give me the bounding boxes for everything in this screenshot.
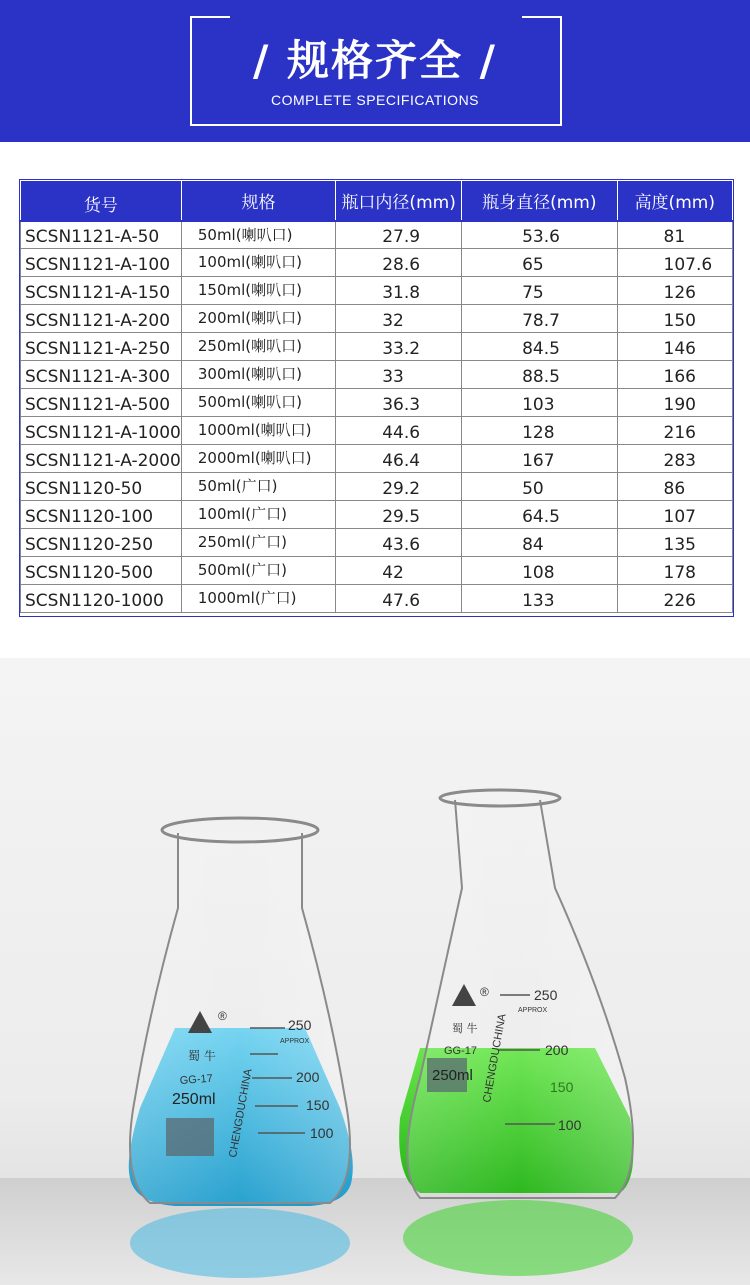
- cell-body-diameter: 84: [462, 529, 617, 557]
- table-header-row: [21, 181, 733, 221]
- header-banner: [0, 0, 750, 142]
- cell-mouth-diameter: 32: [336, 305, 462, 333]
- cell-item-no: SCSN1121-A-300: [21, 361, 182, 389]
- cell-spec: 1000ml(喇叭口): [181, 417, 335, 445]
- cell-height: 226: [617, 585, 732, 613]
- cell-height: 178: [617, 557, 732, 585]
- table-row: [21, 361, 733, 389]
- flask-left-mark-250: 250: [288, 1017, 312, 1033]
- blue-reflection: [130, 1208, 350, 1278]
- table-row: [21, 501, 733, 529]
- table-row: [21, 557, 733, 585]
- cell-mouth-diameter: 46.4: [336, 445, 462, 473]
- table-row: [21, 445, 733, 473]
- flask-right-glass-type: GG-17: [444, 1045, 478, 1057]
- banner-title: / 规格齐全 /: [253, 36, 497, 85]
- table-row: [21, 277, 733, 305]
- cell-body-diameter: 65: [462, 249, 617, 277]
- header-height: 高度(mm): [617, 181, 732, 221]
- flask-right-body: [408, 800, 634, 1198]
- cell-item-no: SCSN1120-50: [21, 473, 182, 501]
- table-row: [21, 585, 733, 613]
- cell-item-no: SCSN1121-A-150: [21, 277, 182, 305]
- flask-left-brand-en: CHENGDUCHINA: [227, 1067, 255, 1159]
- flask-left-capacity: 250ml: [172, 1091, 216, 1108]
- cell-item-no: SCSN1120-1000: [21, 585, 182, 613]
- table-row: [21, 473, 733, 501]
- cell-mouth-diameter: 33.2: [336, 333, 462, 361]
- cell-body-diameter: 133: [462, 585, 617, 613]
- cell-mouth-diameter: 31.8: [336, 277, 462, 305]
- cell-spec: 50ml(喇叭口): [181, 221, 335, 249]
- table-row: [21, 529, 733, 557]
- cell-body-diameter: 78.7: [462, 305, 617, 333]
- cell-mouth-diameter: 42: [336, 557, 462, 585]
- flask-right-mark-200: 200: [545, 1042, 569, 1058]
- cell-mouth-diameter: 29.2: [336, 473, 462, 501]
- cell-mouth-diameter: 33: [336, 361, 462, 389]
- cell-height: 216: [617, 417, 732, 445]
- cell-spec: 50ml(广口): [181, 473, 335, 501]
- cell-spec: 250ml(喇叭口): [181, 333, 335, 361]
- flask-left-glass-type: GG-17: [179, 1072, 214, 1087]
- cell-body-diameter: 50: [462, 473, 617, 501]
- flask-right-brand-cn: 蜀 牛: [452, 1022, 478, 1035]
- cell-body-diameter: 64.5: [462, 501, 617, 529]
- cell-item-no: SCSN1120-250: [21, 529, 182, 557]
- cell-mouth-diameter: 28.6: [336, 249, 462, 277]
- spec-table: [20, 180, 733, 613]
- cell-item-no: SCSN1121-A-500: [21, 389, 182, 417]
- header-item-no: 货号: [21, 181, 182, 221]
- cell-mouth-diameter: 44.6: [336, 417, 462, 445]
- cell-item-no: SCSN1121-A-1000: [21, 417, 182, 445]
- cell-body-diameter: 75: [462, 277, 617, 305]
- flask-left-brand-cn: 蜀 牛: [188, 1049, 216, 1063]
- cell-body-diameter: 88.5: [462, 361, 617, 389]
- cell-spec: 250ml(广口): [181, 529, 335, 557]
- cell-height: 190: [617, 389, 732, 417]
- table-row: [21, 221, 733, 249]
- flask-right: [399, 790, 633, 1198]
- cell-body-diameter: 128: [462, 417, 617, 445]
- cell-body-diameter: 84.5: [462, 333, 617, 361]
- cell-body-diameter: 167: [462, 445, 617, 473]
- flask-right-capacity: 250ml: [432, 1067, 473, 1084]
- cell-spec: 150ml(喇叭口): [181, 277, 335, 305]
- flask-right-approx: APPROX: [518, 1007, 548, 1014]
- header-body-diameter: 瓶身直径(mm): [462, 181, 617, 221]
- table-row: [21, 249, 733, 277]
- cell-height: 135: [617, 529, 732, 557]
- cell-spec: 500ml(喇叭口): [181, 389, 335, 417]
- flask-left-mark-150: 150: [306, 1097, 330, 1113]
- cell-height: 81: [617, 221, 732, 249]
- cell-item-no: SCSN1120-100: [21, 501, 182, 529]
- flask-left-registered: ®: [218, 1009, 227, 1023]
- cell-height: 86: [617, 473, 732, 501]
- cell-mouth-diameter: 27.9: [336, 221, 462, 249]
- cell-item-no: SCSN1120-500: [21, 557, 182, 585]
- banner-subtitle: COMPLETE SPECIFICATIONS: [270, 92, 480, 108]
- table-row: [21, 389, 733, 417]
- cell-height: 107.6: [617, 249, 732, 277]
- cell-mouth-diameter: 36.3: [336, 389, 462, 417]
- cell-height: 150: [617, 305, 732, 333]
- cell-mouth-diameter: 47.6: [336, 585, 462, 613]
- cell-spec: 200ml(喇叭口): [181, 305, 335, 333]
- header-spec: 规格: [181, 181, 335, 221]
- green-reflection: [403, 1200, 633, 1276]
- cell-spec: 300ml(喇叭口): [181, 361, 335, 389]
- table-row: [21, 417, 733, 445]
- cell-item-no: SCSN1121-A-250: [21, 333, 182, 361]
- flask-right-mark-250: 250: [534, 987, 558, 1003]
- cell-item-no: SCSN1121-A-2000: [21, 445, 182, 473]
- cell-item-no: SCSN1121-A-50: [21, 221, 182, 249]
- cell-mouth-diameter: 29.5: [336, 501, 462, 529]
- cell-height: 146: [617, 333, 732, 361]
- cell-spec: 100ml(喇叭口): [181, 249, 335, 277]
- flasks-illustration: [0, 658, 750, 1285]
- flask-right-mark-100: 100: [558, 1117, 582, 1133]
- cell-body-diameter: 108: [462, 557, 617, 585]
- table-row: [21, 333, 733, 361]
- cell-item-no: SCSN1121-A-100: [21, 249, 182, 277]
- flask-left-mark-200: 200: [296, 1069, 320, 1085]
- cell-spec: 500ml(广口): [181, 557, 335, 585]
- flask-right-mark-150: 150: [550, 1079, 574, 1095]
- cell-item-no: SCSN1121-A-200: [21, 305, 182, 333]
- cell-spec: 2000ml(喇叭口): [181, 445, 335, 473]
- cell-body-diameter: 103: [462, 389, 617, 417]
- cell-body-diameter: 53.6: [462, 221, 617, 249]
- flask-left-label-patch: [166, 1118, 214, 1156]
- cell-height: 283: [617, 445, 732, 473]
- cell-height: 107: [617, 501, 732, 529]
- flask-right-registered: ®: [480, 985, 489, 999]
- flask-left-approx: APPROX: [280, 1038, 310, 1045]
- cell-height: 126: [617, 277, 732, 305]
- flask-right-brand-en: CHENGDUCHINA: [481, 1012, 509, 1104]
- cell-spec: 1000ml(广口): [181, 585, 335, 613]
- header-mouth-diameter: 瓶口内径(mm): [336, 181, 462, 221]
- cell-mouth-diameter: 43.6: [336, 529, 462, 557]
- cell-height: 166: [617, 361, 732, 389]
- flask-left-mark-100: 100: [310, 1125, 334, 1141]
- cell-spec: 100ml(广口): [181, 501, 335, 529]
- table-row: [21, 305, 733, 333]
- product-photo: [0, 658, 750, 1285]
- flask-left: [129, 818, 353, 1206]
